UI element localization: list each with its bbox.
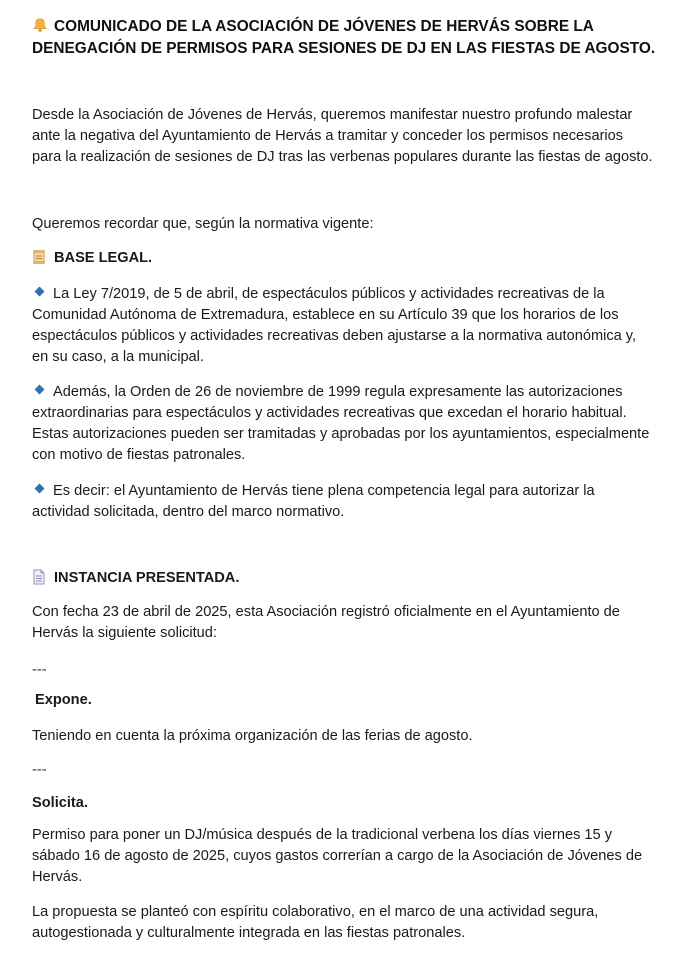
text-line: Permiso para poner un DJ/música después de la tradicional verbena los días viernes 15 y — [32, 827, 613, 843]
scroll-icon — [32, 249, 46, 265]
text-line: en su caso, a la municipal. — [32, 349, 204, 365]
base-legal-label: BASE LEGAL. — [54, 250, 153, 266]
document-icon — [32, 569, 46, 585]
text-line: con motivo de fiestas patronales. — [32, 447, 246, 463]
text-line: espectáculos públicos y actividades recreativas deben ajustarse a la normativa autonómica y, — [32, 328, 637, 344]
bullet-item — [32, 382, 662, 466]
separator: --- — [32, 762, 47, 778]
bell-icon — [32, 17, 48, 33]
diamond-bullet-icon — [35, 385, 45, 395]
title-line-2: DENEGACIÓN DE PERMISOS PARA SESIONES DE DJ EN LAS FIESTAS DE AGOSTO. — [32, 40, 656, 57]
solicita-paragraph — [32, 825, 662, 888]
propuesta-paragraph — [32, 902, 662, 944]
recordar-paragraph: Queremos recordar que, según la normativa vigente: — [32, 216, 374, 232]
text-line: autogestionada y culturalmente integrada en las fiestas patronales. — [32, 925, 466, 941]
text-line: Es decir: el Ayuntamiento de Hervás tiene plena competencia legal para autorizar la — [32, 481, 662, 502]
text-line: Con fecha 23 de abril de 2025, esta Asociación registró oficialmente en el Ayuntamiento de — [32, 604, 620, 620]
text-line: Hervás la siguiente solicitud: — [32, 625, 217, 641]
text-line: La Ley 7/2019, de 5 de abril, de espectáculos públicos y actividades recreativas de la — [32, 284, 662, 305]
text-line: Comunidad Autónoma de Extremadura, establece en su Artículo 39 que los horarios de los — [32, 307, 619, 323]
instancia-heading — [32, 568, 662, 589]
separator: --- — [32, 662, 47, 678]
text-line: Hervás. — [32, 869, 83, 885]
text-line: Además, la Orden de 26 de noviembre de 1999 regula expresamente las autorizaciones — [32, 382, 662, 403]
title-text-1: COMUNICADO DE LA ASOCIACIÓN DE JÓVENES DE HERVÁS SOBRE LA — [54, 18, 594, 35]
text-line: sábado 16 de agosto de 2025, cuyos gastos correrían a cargo de la Asociación de Jóvenes de — [32, 848, 643, 864]
expone-heading: Expone. — [35, 692, 92, 708]
bullet-item — [32, 284, 662, 368]
text-line: ante la negativa del Ayuntamiento de Hervás a tramitar y conceder los permisos necesarios — [32, 128, 624, 144]
text-line: La propuesta se planteó con espíritu colaborativo, en el marco de una actividad segura, — [32, 904, 599, 920]
base-legal-heading — [32, 248, 662, 269]
diamond-bullet-icon — [35, 484, 45, 494]
instancia-paragraph — [32, 602, 662, 644]
page-title — [32, 16, 672, 60]
text-line: Estas autorizaciones pueden ser tramitadas y aprobadas por los ayuntamientos, especialmente — [32, 426, 650, 442]
bullet-item — [32, 481, 662, 523]
solicita-heading: Solicita. — [32, 795, 88, 811]
text-line: Desde la Asociación de Jóvenes de Hervás, queremos manifestar nuestro profundo malestar — [32, 107, 633, 123]
diamond-bullet-icon — [35, 287, 45, 297]
text-line: extraordinarias para espectáculos y actividades recreativas que excedan el horario habitual. — [32, 405, 627, 421]
title-line-1 — [32, 16, 672, 38]
intro-paragraph — [32, 105, 662, 168]
expone-text: Teniendo en cuenta la próxima organización de las ferias de agosto. — [32, 728, 473, 744]
text-line: actividad solicitada, dentro del marco normativo. — [32, 504, 345, 520]
text-line: para la realización de sesiones de DJ tras las verbenas populares durante las fiestas de agosto. — [32, 149, 653, 165]
instancia-label: INSTANCIA PRESENTADA. — [54, 570, 240, 586]
